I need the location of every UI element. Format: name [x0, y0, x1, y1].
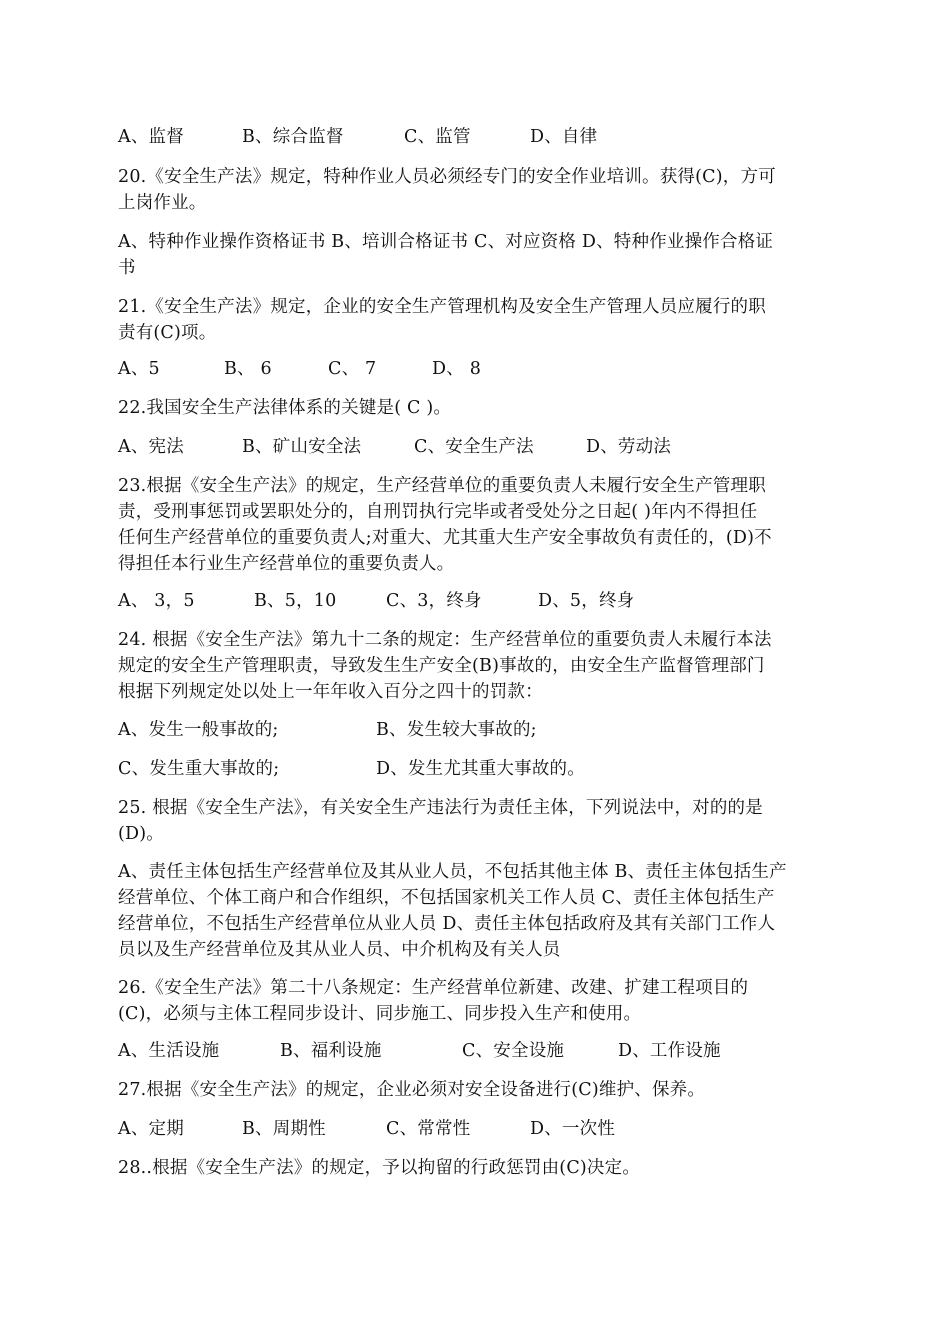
q21-text-line2: 责有(C)项。 — [118, 323, 217, 343]
q20-text-line1: 20.《安全生产法》规定，特种作业人员必须经专门的安全作业培训。获得(C)，方可 — [118, 167, 776, 187]
q20-text-line2: 上岗作业。 — [118, 193, 207, 213]
option-a: A、发生一般事故的; — [118, 720, 279, 740]
q25-text-line2: (D)。 — [118, 824, 164, 844]
option-b: B、周期性 — [242, 1119, 326, 1139]
option-c: C、 7 — [328, 359, 377, 379]
q22-text: 22.我国安全生产法律体系的关键是( C )。 — [118, 398, 452, 418]
option-a: A、生活设施 — [118, 1041, 220, 1061]
option-c: C、常常性 — [386, 1119, 471, 1139]
q25-options-line4: 员以及生产经营单位及其从业人员、中介机构及有关人员 — [118, 940, 561, 960]
option-c: C、监管 — [404, 127, 471, 147]
option-d: D、发生尤其重大事故的。 — [376, 759, 585, 779]
option-b: B、综合监督 — [242, 127, 344, 147]
option-a: A、宪法 — [118, 437, 184, 457]
option-b: B、福利设施 — [280, 1041, 382, 1061]
option-d: D、 8 — [432, 359, 482, 379]
q23-text-line4: 得担任本行业生产经营单位的重要负责人。 — [118, 554, 455, 574]
q24-text-line2: 规定的安全生产管理职责，导致发生生产安全(B)事故的，由安全生产监督管理部门 — [118, 656, 765, 676]
q23-text-line2: 责，受刑事惩罚或罢职处分的，自刑罚执行完毕或者受处分之日起( )年内不得担任 — [118, 502, 758, 522]
option-a: A、5 — [118, 359, 160, 379]
q23-text-line1: 23.根据《安全生产法》的规定，生产经营单位的重要负责人未履行安全生产管理职 — [118, 476, 766, 496]
q24-text-line3: 根据下列规定处以处上一年年收入百分之四十的罚款： — [118, 682, 543, 702]
option-d: D、5，终身 — [538, 591, 635, 611]
option-a: A、定期 — [118, 1119, 184, 1139]
option-d: D、工作设施 — [618, 1041, 721, 1061]
q25-text-line1: 25. 根据《安全生产法》，有关安全生产违法行为责任主体，下列说法中，对的的是 — [118, 798, 763, 818]
option-b: B、矿山安全法 — [242, 437, 362, 457]
option-b: B、发生较大事故的; — [376, 720, 537, 740]
option-c: C、3，终身 — [386, 591, 482, 611]
q24-text-line1: 24. 根据《安全生产法》第九十二条的规定：生产经营单位的重要负责人未履行本法 — [118, 630, 772, 650]
q25-options-line2: 经营单位、个体工商户和合作组织，不包括国家机关工作人员 C、责任主体包括生产 — [118, 888, 775, 908]
option-b: B、5，10 — [254, 591, 337, 611]
option-d: D、自律 — [530, 127, 598, 147]
option-a: A、 3，5 — [118, 591, 195, 611]
option-c: C、安全生产法 — [414, 437, 534, 457]
q26-text-line2: (C)，必须与主体工程同步设计、同步施工、同步投入生产和使用。 — [118, 1004, 642, 1024]
q21-text-line1: 21.《安全生产法》规定，企业的安全生产管理机构及安全生产管理人员应履行的职 — [118, 297, 766, 317]
q20-options-line2: 书 — [118, 258, 136, 278]
q28-text: 28..根据《安全生产法》的规定，予以拘留的行政惩罚由(C)决定。 — [118, 1158, 641, 1178]
q26-text-line1: 26.《安全生产法》第二十八条规定：生产经营单位新建、改建、扩建工程项目的 — [118, 978, 749, 998]
option-a: A、监督 — [118, 127, 184, 147]
option-c: C、安全设施 — [462, 1041, 565, 1061]
option-d: D、劳动法 — [586, 437, 672, 457]
option-c: C、发生重大事故的; — [118, 759, 280, 779]
q20-options-line1: A、特种作业操作资格证书 B、培训合格证书 C、对应资格 D、特种作业操作合格证 — [118, 232, 774, 252]
q25-options-line1: A、责任主体包括生产经营单位及其从业人员，不包括其他主体 B、责任主体包括生产 — [118, 862, 787, 882]
q25-options-line3: 经营单位，不包括生产经营单位从业人员 D、责任主体包括政府及其有关部门工作人 — [118, 914, 776, 934]
option-d: D、一次性 — [530, 1119, 616, 1139]
q23-text-line3: 任何生产经营单位的重要负责人;对重大、尤其重大生产安全事故负有责任的，(D)不 — [118, 528, 772, 548]
q27-text: 27.根据《安全生产法》的规定，企业必须对安全设备进行(C)维护、保养。 — [118, 1080, 706, 1100]
option-b: B、 6 — [224, 359, 272, 379]
